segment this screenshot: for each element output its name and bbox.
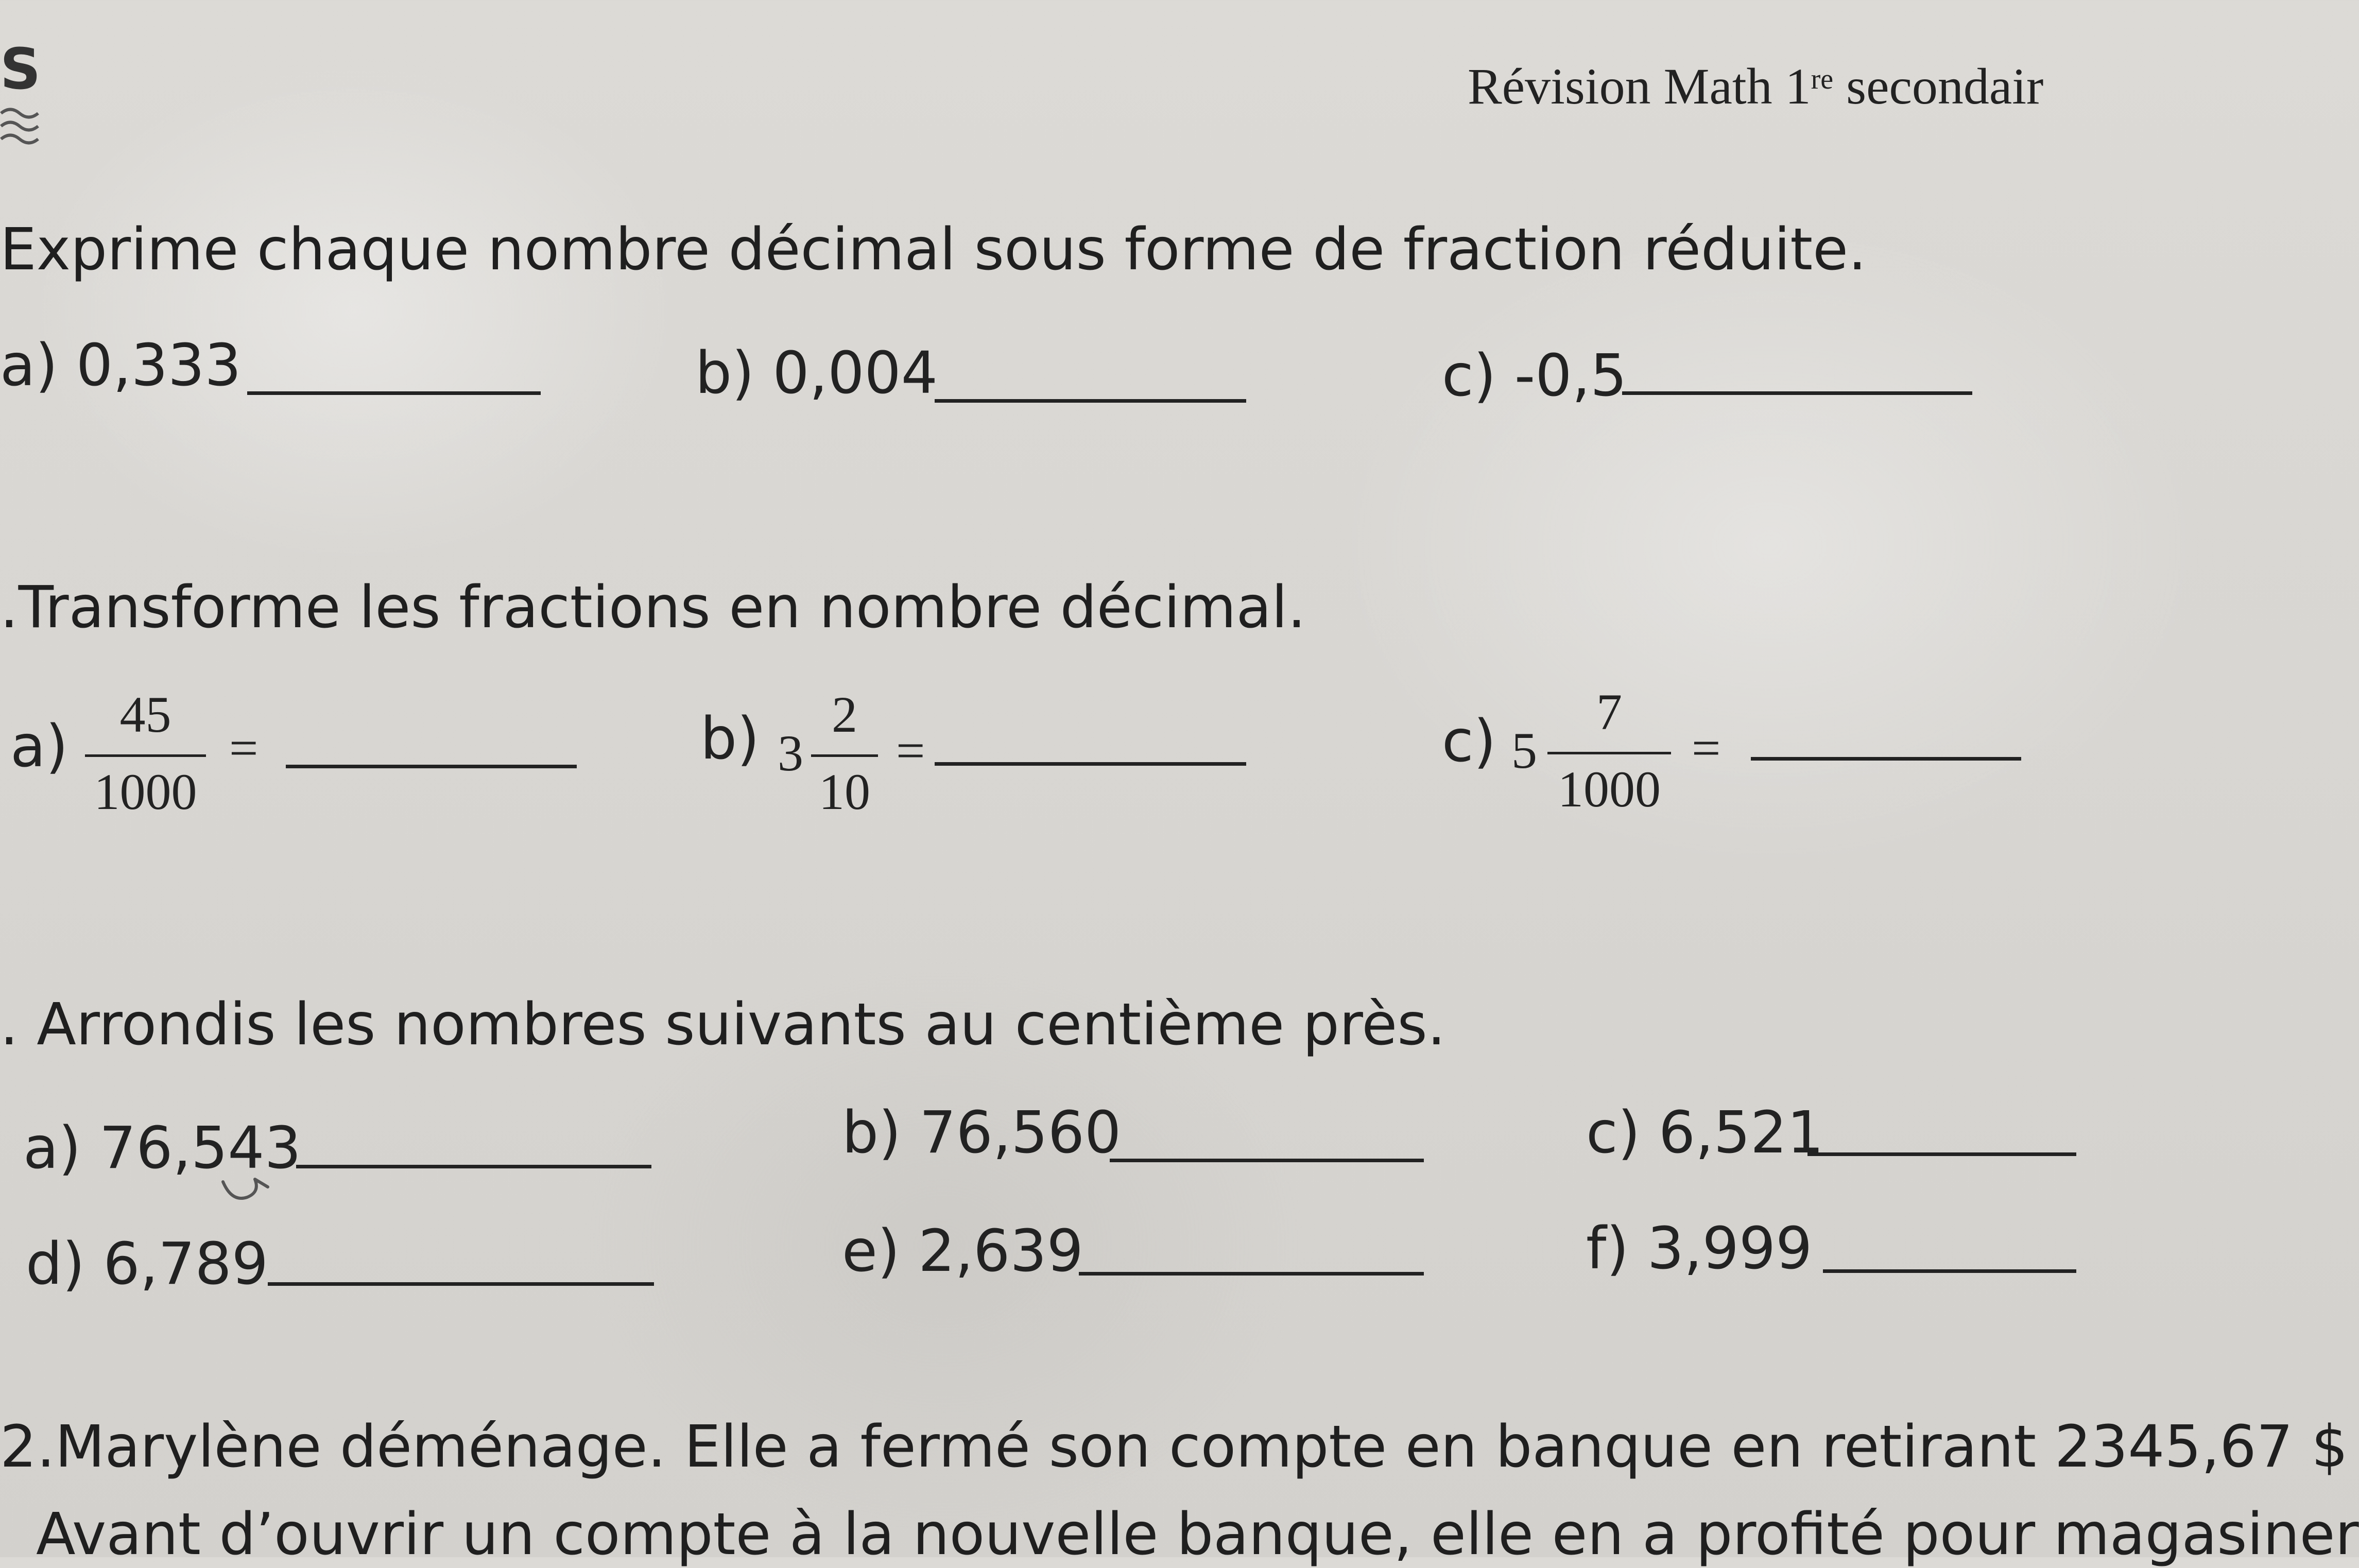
q2-answer-blank-a[interactable] [286,765,577,768]
fraction-bar [1547,752,1671,754]
q1-answer-blank-c[interactable] [1622,391,1972,395]
q2-answer-blank-c[interactable] [1751,757,2021,761]
fraction-numerator: 2 [832,686,857,743]
problem-line-1: 2.Marylène déménage. Elle a fermé son compte en banque en retirant 2345,67 $ [0,1414,2348,1480]
q2-item-a-equals: = [229,719,259,777]
header-title-superscript: re [1811,63,1834,95]
q2-item-c-fraction [1547,682,1671,826]
q3-item-c: c) 6,521 [1586,1099,1824,1166]
q3-item-b: b) 76,560 [842,1099,1122,1166]
q3-answer-blank-d[interactable] [268,1282,654,1286]
q2-item-a-fraction [85,685,206,829]
q2-item-b-equals: = [896,722,925,779]
fraction-bar [811,754,878,757]
q3-item-a: a) 76,543 [23,1115,301,1182]
q1-item-b: b) 0,004 [695,340,938,407]
q3-item-e: e) 2,639 [842,1218,1083,1285]
question-2-heading: .Transforme les fractions en nombre décimal. [0,574,1306,641]
q2-answer-blank-b[interactable] [935,762,1246,766]
fraction-denominator: 1000 [1558,761,1661,818]
q1-item-c: c) -0,5 [1442,342,1627,409]
q2-item-a-label: a) [10,713,68,780]
page-header [1468,57,2043,116]
q3-answer-blank-e[interactable] [1079,1272,1424,1276]
q1-answer-blank-a[interactable] [247,391,541,395]
pencil-mark-icon [219,1171,275,1208]
fraction-denominator: 10 [819,763,870,820]
q2-item-b-whole: 3 [778,725,803,782]
q3-item-f: f) 3,999 [1586,1215,1813,1282]
fraction-bar [85,754,206,757]
q1-answer-blank-b[interactable] [935,399,1246,403]
fraction-numerator: 7 [1596,683,1622,740]
q2-item-b-fraction [811,685,878,829]
page-logo: S [0,36,41,102]
q2-item-c-whole: 5 [1511,722,1537,779]
problem-line-2: Avant d’ouvrir un compte à la nouvelle banque, elle en a profité pour magasiner [36,1501,2359,1568]
q3-answer-blank-a[interactable] [296,1165,651,1168]
q3-answer-blank-f[interactable] [1823,1269,2076,1273]
fraction-numerator: 45 [119,686,171,743]
q2-item-b-label: b) [700,705,760,772]
q1-item-a: a) 0,333 [0,332,242,399]
q3-answer-blank-c[interactable] [1807,1152,2076,1156]
q2-item-c-equals: = [1692,719,1721,777]
q3-item-d: d) 6,789 [26,1231,269,1298]
squiggle-icon [0,103,41,149]
fraction-denominator: 1000 [94,763,197,820]
question-3-heading: . Arrondis les nombres suivants au centième près. [0,991,1446,1058]
header-title-main: Révision Math 1 [1468,58,1811,115]
q2-item-c-label: c) [1442,708,1496,775]
header-title-rest: secondair [1833,58,2044,115]
question-1-heading: Exprime chaque nombre décimal sous forme de fraction réduite. [0,216,1867,283]
q3-answer-blank-b[interactable] [1110,1159,1424,1162]
